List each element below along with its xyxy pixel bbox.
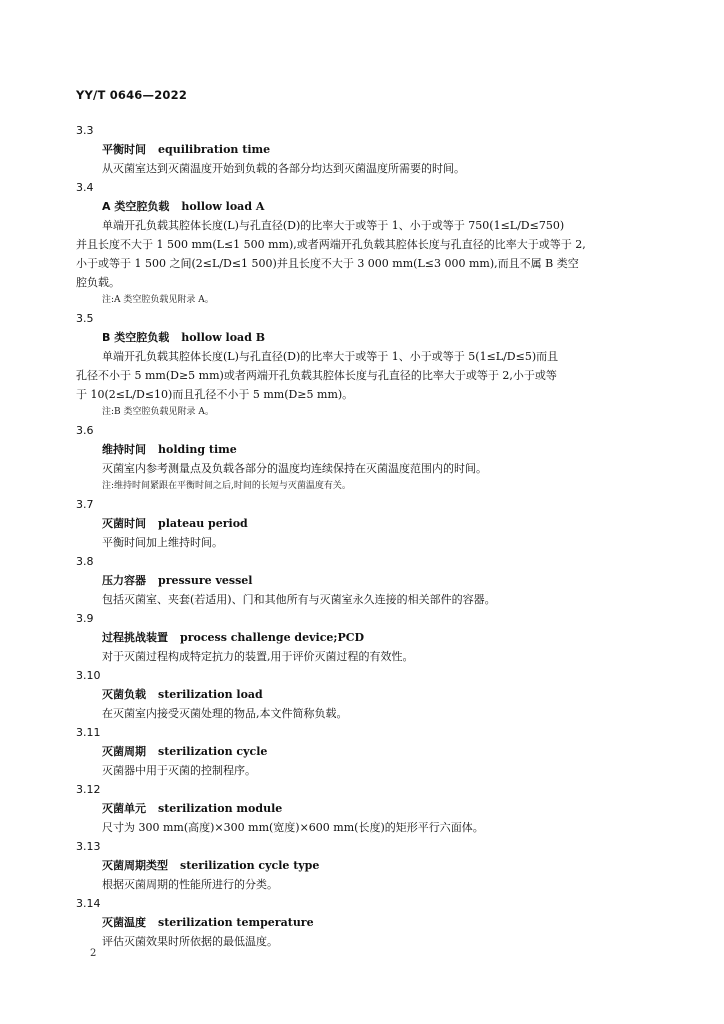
term-note: 注:维持时间紧跟在平衡时间之后,时间的长短与灭菌温度有关。 <box>102 481 351 491</box>
term-definition <box>76 590 650 609</box>
term-definition <box>76 347 650 404</box>
term-heading <box>76 628 650 647</box>
term-english: hollow load A <box>181 200 265 213</box>
definition-line: 腔负载。 <box>76 276 120 289</box>
clause-number: 3.7 <box>76 498 94 511</box>
term-definition <box>76 818 650 837</box>
definition-line: 灭菌室内参考测量点及负载各部分的温度均连续保持在灭菌温度范围内的时间。 <box>102 462 487 475</box>
definition-line: 包括灭菌室、夹套(若适用)、门和其他所有与灭菌室永久连接的相关部件的容器。 <box>102 593 496 606</box>
page-number: 2 <box>90 948 97 959</box>
term-heading <box>76 440 650 459</box>
clause-number: 3.12 <box>76 783 101 796</box>
term-chinese: 灭菌周期类型 <box>102 859 168 872</box>
definition-line: 于 10(2≤L/D≤10)而且孔径不小于 5 mm(D≥5 mm)。 <box>76 388 354 401</box>
term-english: process challenge device;PCD <box>180 631 365 644</box>
term-chinese: 灭菌时间 <box>102 517 146 530</box>
definition-line: 评估灭菌效果时所依据的最低温度。 <box>102 935 278 948</box>
term-definition <box>76 459 650 478</box>
definition-line: 在灭菌室内接受灭菌处理的物品,本文件简称负载。 <box>102 707 348 720</box>
term-definition <box>76 159 650 178</box>
definition-line: 并且长度不大于 1 500 mm(L≤1 500 mm),或者两端开孔负载其腔体长度与孔直径的比率大于或等于 2, <box>76 238 586 251</box>
term-note: 注:A 类空腔负载见附录 A。 <box>102 295 214 305</box>
clause-number: 3.9 <box>76 612 94 625</box>
clause-number: 3.6 <box>76 424 94 437</box>
term-chinese: A 类空腔负载 <box>102 200 170 213</box>
term-english: pressure vessel <box>158 574 253 587</box>
term-definition <box>76 875 650 894</box>
terms-content <box>76 121 650 951</box>
clause-number: 3.5 <box>76 312 94 325</box>
term-english: equilibration time <box>158 143 271 156</box>
term-heading <box>76 197 650 216</box>
term-heading <box>76 742 650 761</box>
definition-line: 灭菌器中用于灭菌的控制程序。 <box>102 764 256 777</box>
term-chinese: B 类空腔负载 <box>102 331 170 344</box>
term-chinese: 灭菌单元 <box>102 802 146 815</box>
term-heading <box>76 514 650 533</box>
term-heading <box>76 799 650 818</box>
definition-line: 小于或等于 1 500 之间(2≤L/D≤1 500)并且长度不大于 3 000 mm(L≤3 000 mm),而且不属 B 类空 <box>76 257 579 270</box>
definition-line: 孔径不小于 5 mm(D≥5 mm)或者两端开孔负载其腔体长度与孔直径的比率大于或等于 2,小于或等 <box>76 369 557 382</box>
term-heading <box>76 685 650 704</box>
term-english: sterilization cycle type <box>180 859 320 872</box>
standard-code-header: YY/T 0646—2022 <box>76 88 188 102</box>
term-heading <box>76 140 650 159</box>
term-chinese: 灭菌负载 <box>102 688 146 701</box>
term-chinese: 维持时间 <box>102 443 146 456</box>
term-heading <box>76 571 650 590</box>
term-chinese: 过程挑战装置 <box>102 631 168 644</box>
clause-number: 3.13 <box>76 840 101 853</box>
clause-number: 3.8 <box>76 555 94 568</box>
term-english: hollow load B <box>181 331 266 344</box>
term-definition <box>76 533 650 552</box>
definition-line: 根据灭菌周期的性能所进行的分类。 <box>102 878 278 891</box>
clause-number: 3.3 <box>76 124 94 137</box>
term-chinese: 灭菌温度 <box>102 916 146 929</box>
term-chinese: 平衡时间 <box>102 143 146 156</box>
term-english: plateau period <box>158 517 248 530</box>
term-english: sterilization temperature <box>158 916 314 929</box>
term-heading <box>76 328 650 347</box>
definition-line: 平衡时间加上维持时间。 <box>102 536 223 549</box>
term-english: holding time <box>158 443 237 456</box>
clause-number: 3.11 <box>76 726 101 739</box>
term-note: 注:B 类空腔负载见附录 A。 <box>102 407 214 417</box>
definition-line: 对于灭菌过程构成特定抗力的装置,用于评价灭菌过程的有效性。 <box>102 650 414 663</box>
term-english: sterilization load <box>158 688 263 701</box>
clause-number: 3.10 <box>76 669 101 682</box>
definition-line: 尺寸为 300 mm(高度)×300 mm(宽度)×600 mm(长度)的矩形平行六面体。 <box>102 821 484 834</box>
term-english: sterilization module <box>158 802 283 815</box>
clause-number: 3.14 <box>76 897 101 910</box>
term-chinese: 压力容器 <box>102 574 146 587</box>
definition-line: 单端开孔负载其腔体长度(L)与孔直径(D)的比率大于或等于 1、小于或等于 5(1≤L/D≤5)而且 <box>102 350 559 363</box>
term-heading <box>76 913 650 932</box>
term-definition <box>76 761 650 780</box>
term-english: sterilization cycle <box>158 745 268 758</box>
term-definition <box>76 704 650 723</box>
definition-line: 从灭菌室达到灭菌温度开始到负载的各部分均达到灭菌温度所需要的时间。 <box>102 162 465 175</box>
term-definition <box>76 216 650 292</box>
term-heading <box>76 856 650 875</box>
term-chinese: 灭菌周期 <box>102 745 146 758</box>
clause-number: 3.4 <box>76 181 94 194</box>
term-definition <box>76 647 650 666</box>
term-definition <box>76 932 650 951</box>
definition-line: 单端开孔负载其腔体长度(L)与孔直径(D)的比率大于或等于 1、小于或等于 750(1≤L/D≤750) <box>102 219 565 232</box>
